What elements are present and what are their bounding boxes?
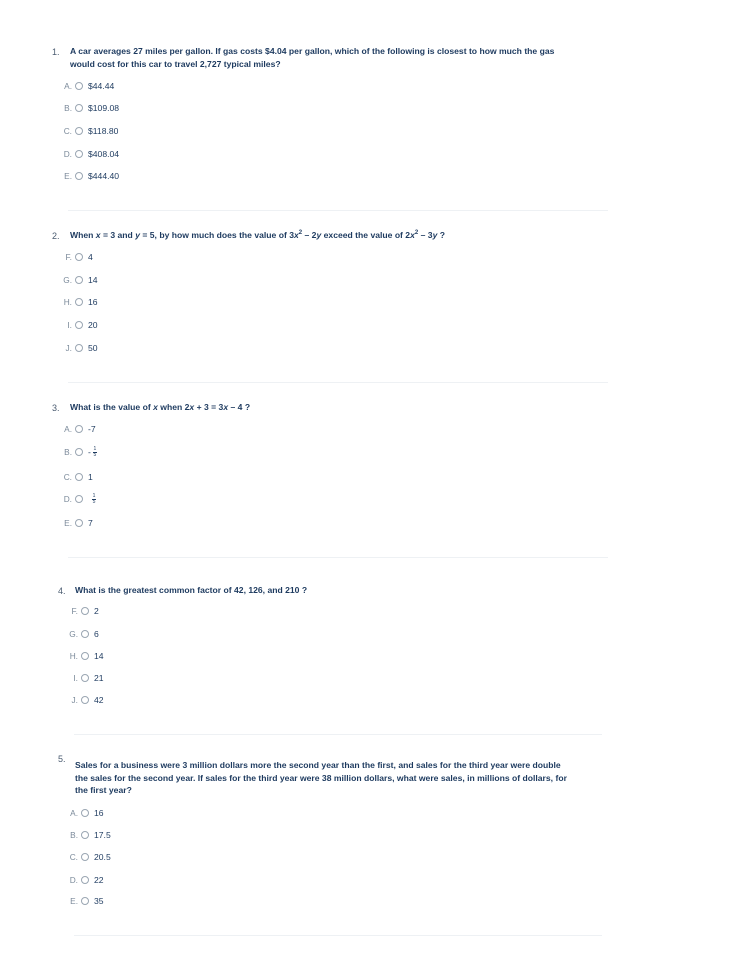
fraction [93,447,97,458]
option-value: 1 [88,472,93,482]
option-letter: A. [64,81,72,91]
option-letter: H. [69,651,78,661]
radio-button[interactable] [75,253,83,261]
option-letter: C. [69,852,78,862]
option-letter: J. [71,695,78,705]
radio-button[interactable] [81,696,89,704]
option-value: $109.08 [88,103,120,113]
option-value: - [88,447,91,457]
option-value: 22 [94,875,104,885]
radio-button[interactable] [81,897,89,905]
option-value: 50 [88,343,98,353]
option-letter: D. [63,149,72,159]
answer-option-c[interactable] [66,851,111,863]
radio-button[interactable] [75,82,83,90]
option-letter: B. [64,447,72,457]
answer-option-j[interactable] [66,694,104,706]
option-letter: E. [70,896,78,906]
answer-option-f[interactable] [66,605,99,617]
radio-button[interactable] [75,172,83,180]
option-letter: E. [64,518,72,528]
answer-option-d[interactable] [60,493,96,505]
option-letter: F. [65,252,72,262]
radio-button[interactable] [81,652,89,660]
option-value: 7 [88,518,93,528]
answer-option-e[interactable] [60,170,119,182]
option-letter: I. [67,320,72,330]
option-letter: J. [65,343,72,353]
question-text [75,759,615,797]
fraction-denominator: 5 [92,498,96,505]
option-letter: B. [64,103,72,113]
option-value: 42 [94,695,104,705]
radio-button[interactable] [75,321,83,329]
answer-option-d[interactable] [66,874,104,886]
option-letter: B. [70,830,78,840]
answer-option-i[interactable] [60,319,98,331]
radio-button[interactable] [81,809,89,817]
question-text: What is the value of x when 2x + 3 = 3x – 4 ? [70,402,251,412]
question-divider [68,210,608,211]
option-value: 14 [94,651,104,661]
fraction-numerator: 1 [93,445,97,452]
option-letter: A. [64,424,72,434]
radio-button[interactable] [75,448,83,456]
option-value: $408.04 [88,149,120,159]
radio-button[interactable] [75,276,83,284]
option-value: 16 [88,297,98,307]
question-text-line: Sales for a business were 3 million dollars more the second year than the first, and sales for the third year were double [75,760,561,770]
option-value: -7 [88,424,96,434]
radio-button[interactable] [75,127,83,135]
radio-button[interactable] [81,607,89,615]
answer-option-a[interactable] [60,423,96,435]
option-letter: H. [63,297,72,307]
radio-button[interactable] [81,831,89,839]
answer-option-b[interactable] [66,829,111,841]
radio-button[interactable] [75,473,83,481]
option-value: 16 [94,808,104,818]
option-value: 21 [94,673,104,683]
answer-option-g[interactable] [66,628,99,640]
question-text: When x = 3 and y = 5, by how much does the value of $3x^2 - 2y$ exceed the value of $2x^2 - 3y$ ? [70,230,445,240]
answer-option-d[interactable] [60,148,119,160]
option-value: $118.80 [88,126,119,136]
question-divider [68,557,608,558]
option-value: 17.5 [94,830,111,840]
radio-button[interactable] [75,298,83,306]
answer-option-g[interactable] [60,274,98,286]
option-letter: C. [63,472,72,482]
question-number: 5. [58,754,66,764]
option-value: 4 [88,252,93,262]
question-divider [74,734,602,735]
answer-option-a[interactable] [66,807,104,819]
option-letter: D. [69,875,78,885]
answer-option-c[interactable] [60,125,118,137]
radio-button[interactable] [81,876,89,884]
answer-option-j[interactable] [60,342,98,354]
question-divider [74,935,602,936]
question-number: 3. [52,403,60,413]
fraction [92,494,96,505]
answer-option-f[interactable] [60,251,93,263]
radio-button[interactable] [75,519,83,527]
question-text [70,45,610,70]
question-text: What is the greatest common factor of 42, 126, and 210 ? [75,585,308,595]
answer-option-a[interactable] [60,80,114,92]
radio-button[interactable] [75,150,83,158]
question-number: 1. [52,47,60,57]
answer-option-b[interactable] [60,102,119,114]
fraction-numerator: 1 [92,492,96,499]
option-value: 35 [94,896,104,906]
option-letter: A. [70,808,78,818]
answer-option-h[interactable] [66,650,104,662]
option-letter: G. [63,275,72,285]
question-number: 4. [58,586,66,596]
question-number: 2. [52,231,60,241]
option-value: 2 [94,606,99,616]
radio-button[interactable] [81,630,89,638]
option-letter: F. [71,606,78,616]
option-letter: C. [63,126,72,136]
answer-option-b[interactable] [60,446,97,458]
option-value: 6 [94,629,99,639]
question-text-line: A car averages 27 miles per gallon. If gas costs $4.04 per gallon, which of the following is closest to how much the gas [70,46,555,56]
answer-option-e[interactable] [60,517,93,529]
option-value: $444.40 [88,171,120,181]
option-letter: E. [64,171,72,181]
option-value: 14 [88,275,98,285]
option-letter: I. [73,673,78,683]
radio-button[interactable] [75,344,83,352]
question-text-line: the first year? [75,785,132,795]
option-letter: G. [69,629,78,639]
answer-option-i[interactable] [66,672,104,684]
radio-button[interactable] [75,104,83,112]
option-value: 20 [88,320,98,330]
answer-option-c[interactable] [60,471,93,483]
answer-option-e[interactable] [66,895,104,907]
option-value: $44.44 [88,81,115,91]
option-value: 20.5 [94,852,111,862]
option-letter: D. [63,494,72,504]
question-text-line: would cost for this car to travel 2,727 typical miles? [70,58,281,69]
fraction-denominator: 5 [93,451,97,458]
question-text-line: the sales for the second year. If sales for the third year were 38 million dollars, what were sales, in millions of dollars, for [75,772,567,783]
radio-button[interactable] [81,674,89,682]
radio-button[interactable] [75,425,83,433]
answer-option-h[interactable] [60,296,98,308]
question-divider [68,382,608,383]
radio-button[interactable] [75,495,83,503]
radio-button[interactable] [81,853,89,861]
